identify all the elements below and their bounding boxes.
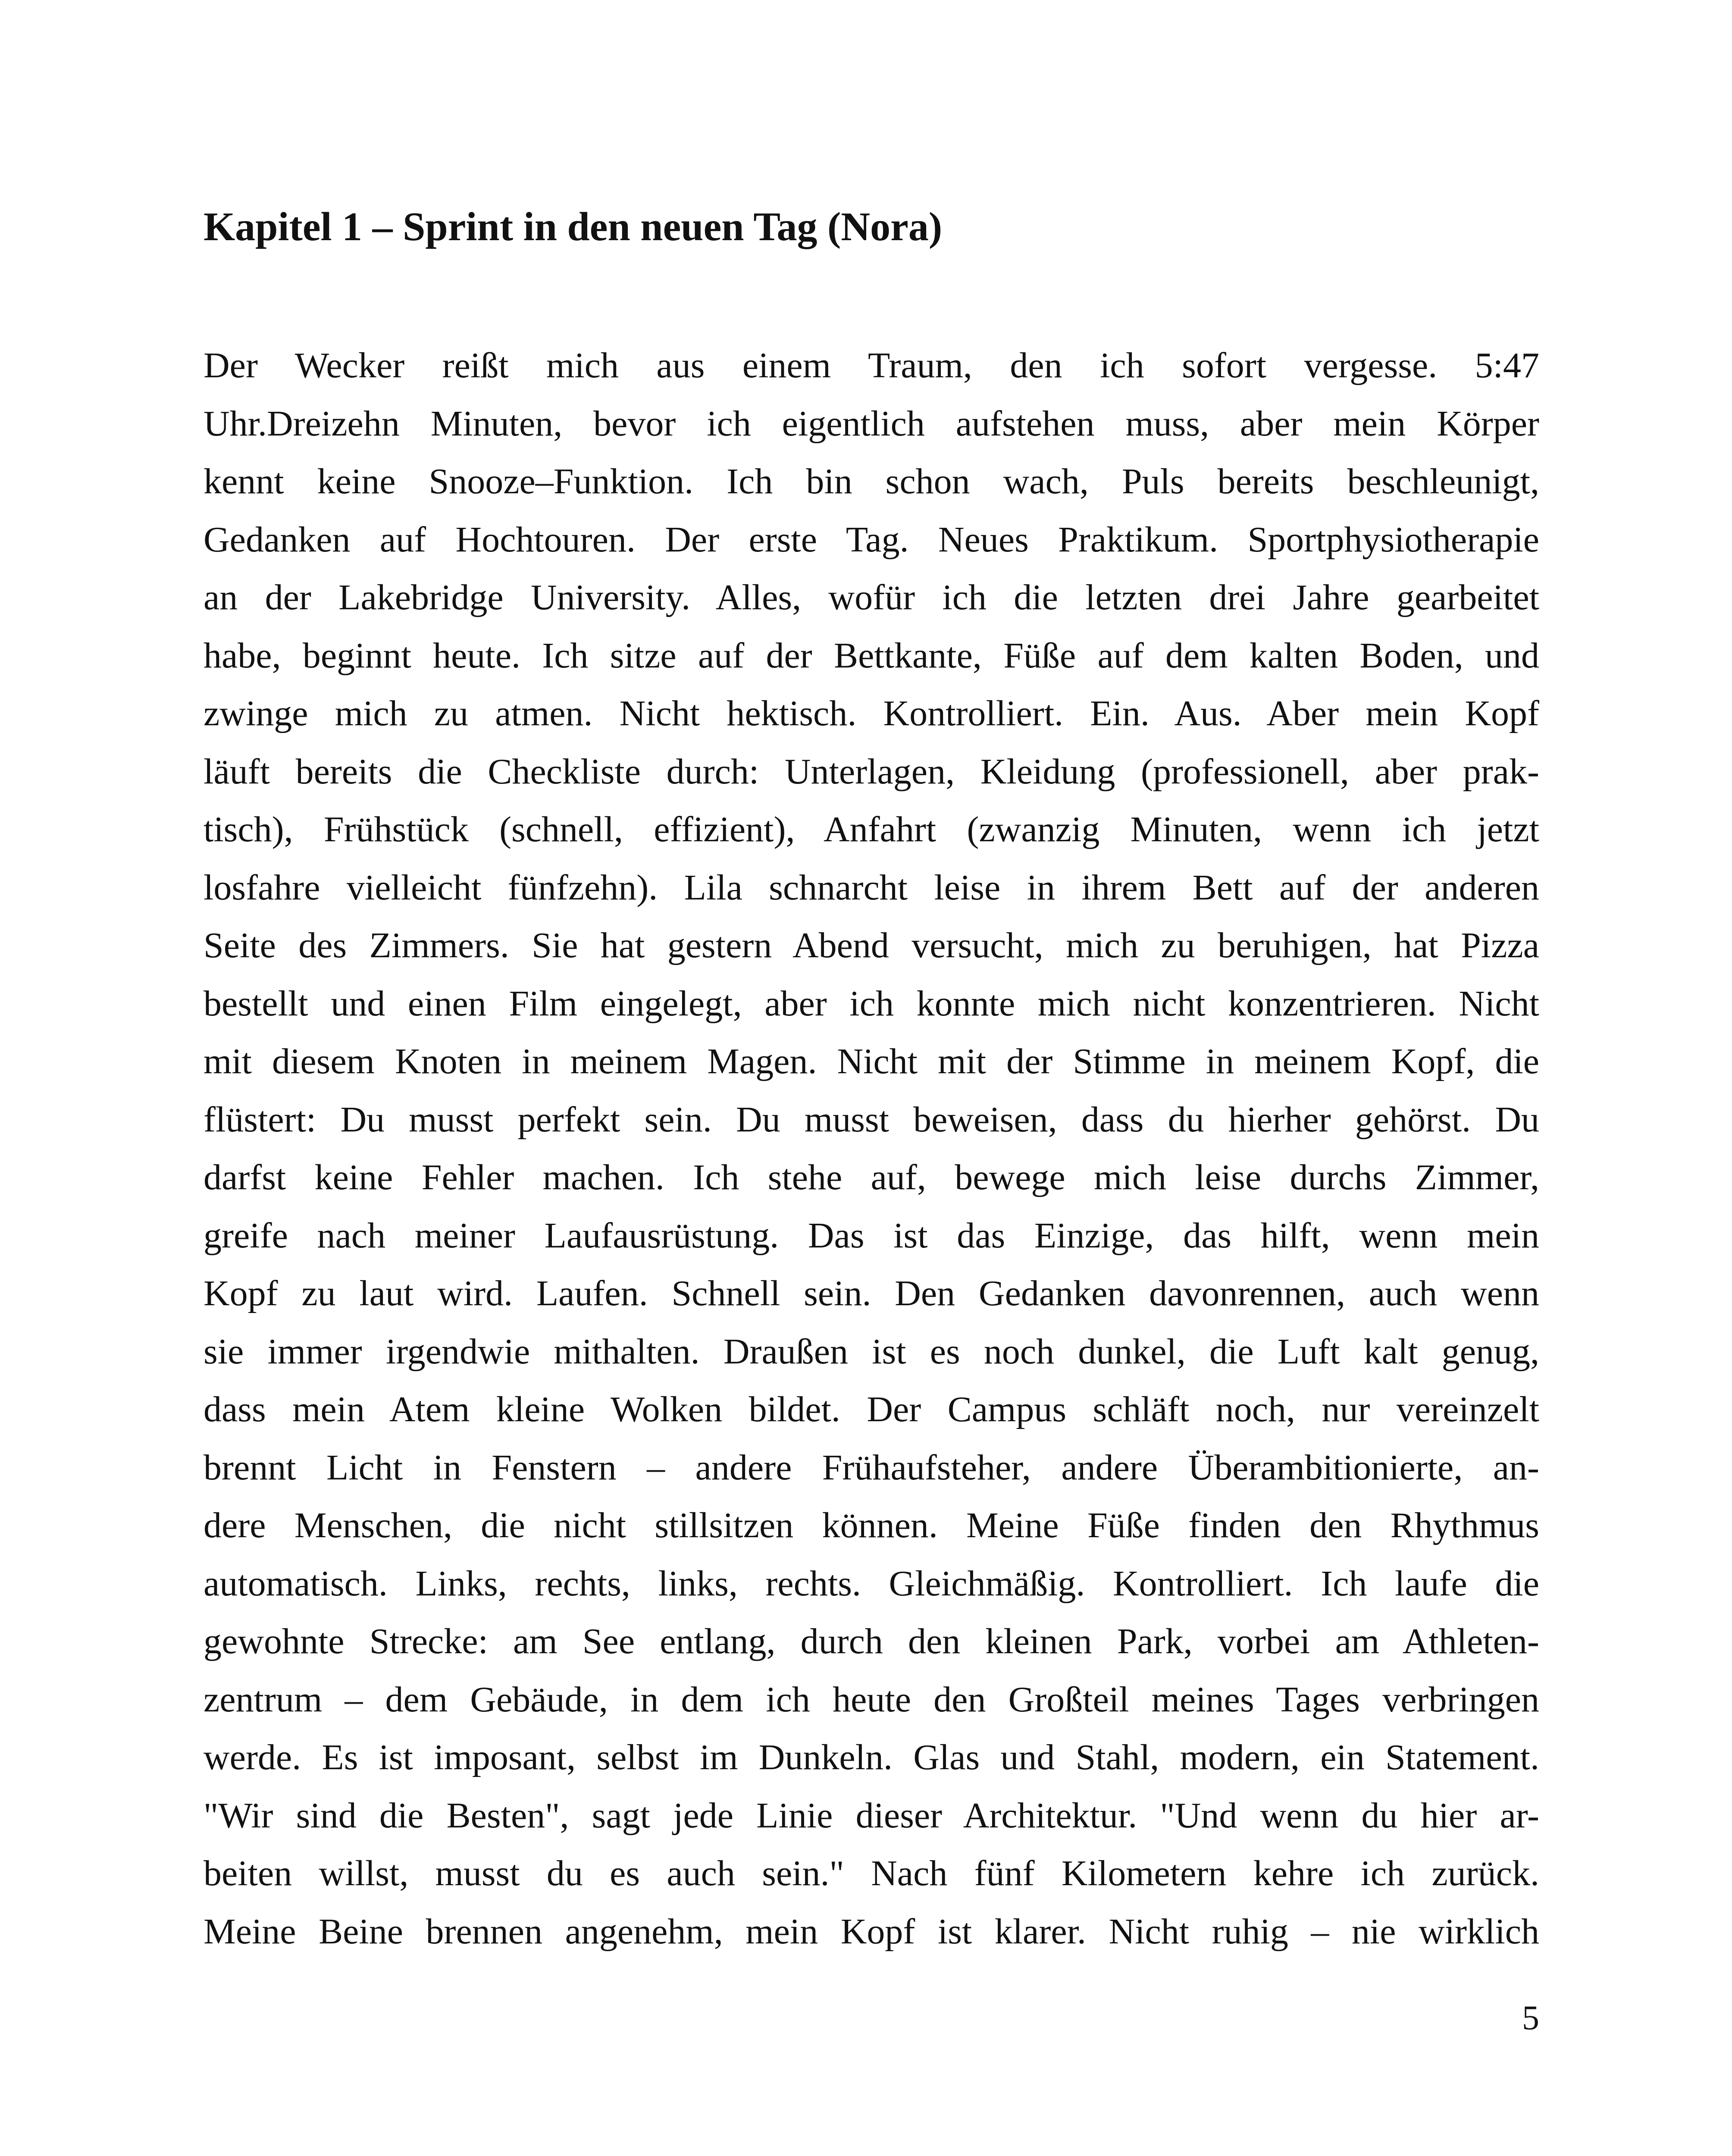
text-line: flüstert: Du musst perfekt sein. Du musst beweisen, dass du hierher gehörst. Du xyxy=(204,1099,1539,1140)
text-line: läuft bereits die Checkliste durch: Unterlagen, Kleidung (professionell, aber prak- xyxy=(204,751,1539,792)
text-line: dere Menschen, die nicht stillsitzen können. Meine Füße finden den Rhythmus xyxy=(204,1505,1539,1545)
text-line: greife nach meiner Laufausrüstung. Das ist das Einzige, das hilft, wenn mein xyxy=(204,1215,1539,1256)
text-line: sie immer irgendwie mithalten. Draußen ist es noch dunkel, die Luft kalt genug, xyxy=(204,1331,1539,1372)
text-line: darfst keine Fehler machen. Ich stehe auf, bewege mich leise durchs Zimmer, xyxy=(204,1157,1539,1197)
text-line: automatisch. Links, rechts, links, rechts. Gleichmäßig. Kontrolliert. Ich laufe die xyxy=(204,1563,1539,1604)
text-line: losfahre vielleicht fünfzehn). Lila schnarcht leise in ihrem Bett auf der anderen xyxy=(204,867,1539,908)
text-line: werde. Es ist imposant, selbst im Dunkeln. Glas und Stahl, modern, ein Statement. xyxy=(204,1737,1539,1777)
text-line: brennt Licht in Fenstern – andere Frühaufsteher, andere Überambitionierte, an- xyxy=(204,1447,1539,1488)
text-line: Kopf zu laut wird. Laufen. Schnell sein. Den Gedanken davonrennen, auch wenn xyxy=(204,1273,1539,1313)
chapter-paragraph xyxy=(204,337,1539,1961)
text-line: dass mein Atem kleine Wolken bildet. Der Campus schläft noch, nur vereinzelt xyxy=(204,1389,1539,1429)
page-number: 5 xyxy=(1522,1999,1539,2037)
text-line: Der Wecker reißt mich aus einem Traum, den ich sofort vergesse. 5:47 xyxy=(204,345,1539,385)
text-line: an der Lakebridge University. Alles, wofür ich die letzten drei Jahre gearbeitet xyxy=(204,577,1539,617)
text-line: habe, beginnt heute. Ich sitze auf der Bettkante, Füße auf dem kalten Boden, und xyxy=(204,635,1539,676)
text-line: tisch), Frühstück (schnell, effizient), Anfahrt (zwanzig Minuten, wenn ich jetzt xyxy=(204,809,1539,849)
text-line: mit diesem Knoten in meinem Magen. Nicht mit der Stimme in meinem Kopf, die xyxy=(204,1041,1539,1081)
text-line: Seite des Zimmers. Sie hat gestern Abend versucht, mich zu beruhigen, hat Pizza xyxy=(204,925,1539,965)
text-line: gewohnte Strecke: am See entlang, durch den kleinen Park, vorbei am Athleten- xyxy=(204,1621,1539,1661)
text-line: zentrum – dem Gebäude, in dem ich heute den Großteil meines Tages verbringen xyxy=(204,1679,1539,1720)
text-line: Meine Beine brennen angenehm, mein Kopf ist klarer. Nicht ruhig – nie wirklich xyxy=(204,1911,1539,1952)
text-line: bestellt und einen Film eingelegt, aber ich konnte mich nicht konzentrieren. Nicht xyxy=(204,983,1539,1024)
text-line: Uhr.Dreizehn Minuten, bevor ich eigentlich aufstehen muss, aber mein Körper xyxy=(204,403,1539,444)
text-line: kennt keine Snooze–Funktion. Ich bin schon wach, Puls bereits beschleunigt, xyxy=(204,461,1539,501)
text-line: Gedanken auf Hochtouren. Der erste Tag. Neues Praktikum. Sportphysiotherapie xyxy=(204,519,1539,560)
text-line: zwinge mich zu atmen. Nicht hektisch. Kontrolliert. Ein. Aus. Aber mein Kopf xyxy=(204,693,1539,733)
text-line: "Wir sind die Besten", sagt jede Linie dieser Architektur. "Und wenn du hier ar- xyxy=(204,1795,1539,1836)
text-line: beiten willst, musst du es auch sein." Nach fünf Kilometern kehre ich zurück. xyxy=(204,1853,1539,1893)
chapter-title: Kapitel 1 – Sprint in den neuen Tag (Nora) xyxy=(204,204,943,249)
